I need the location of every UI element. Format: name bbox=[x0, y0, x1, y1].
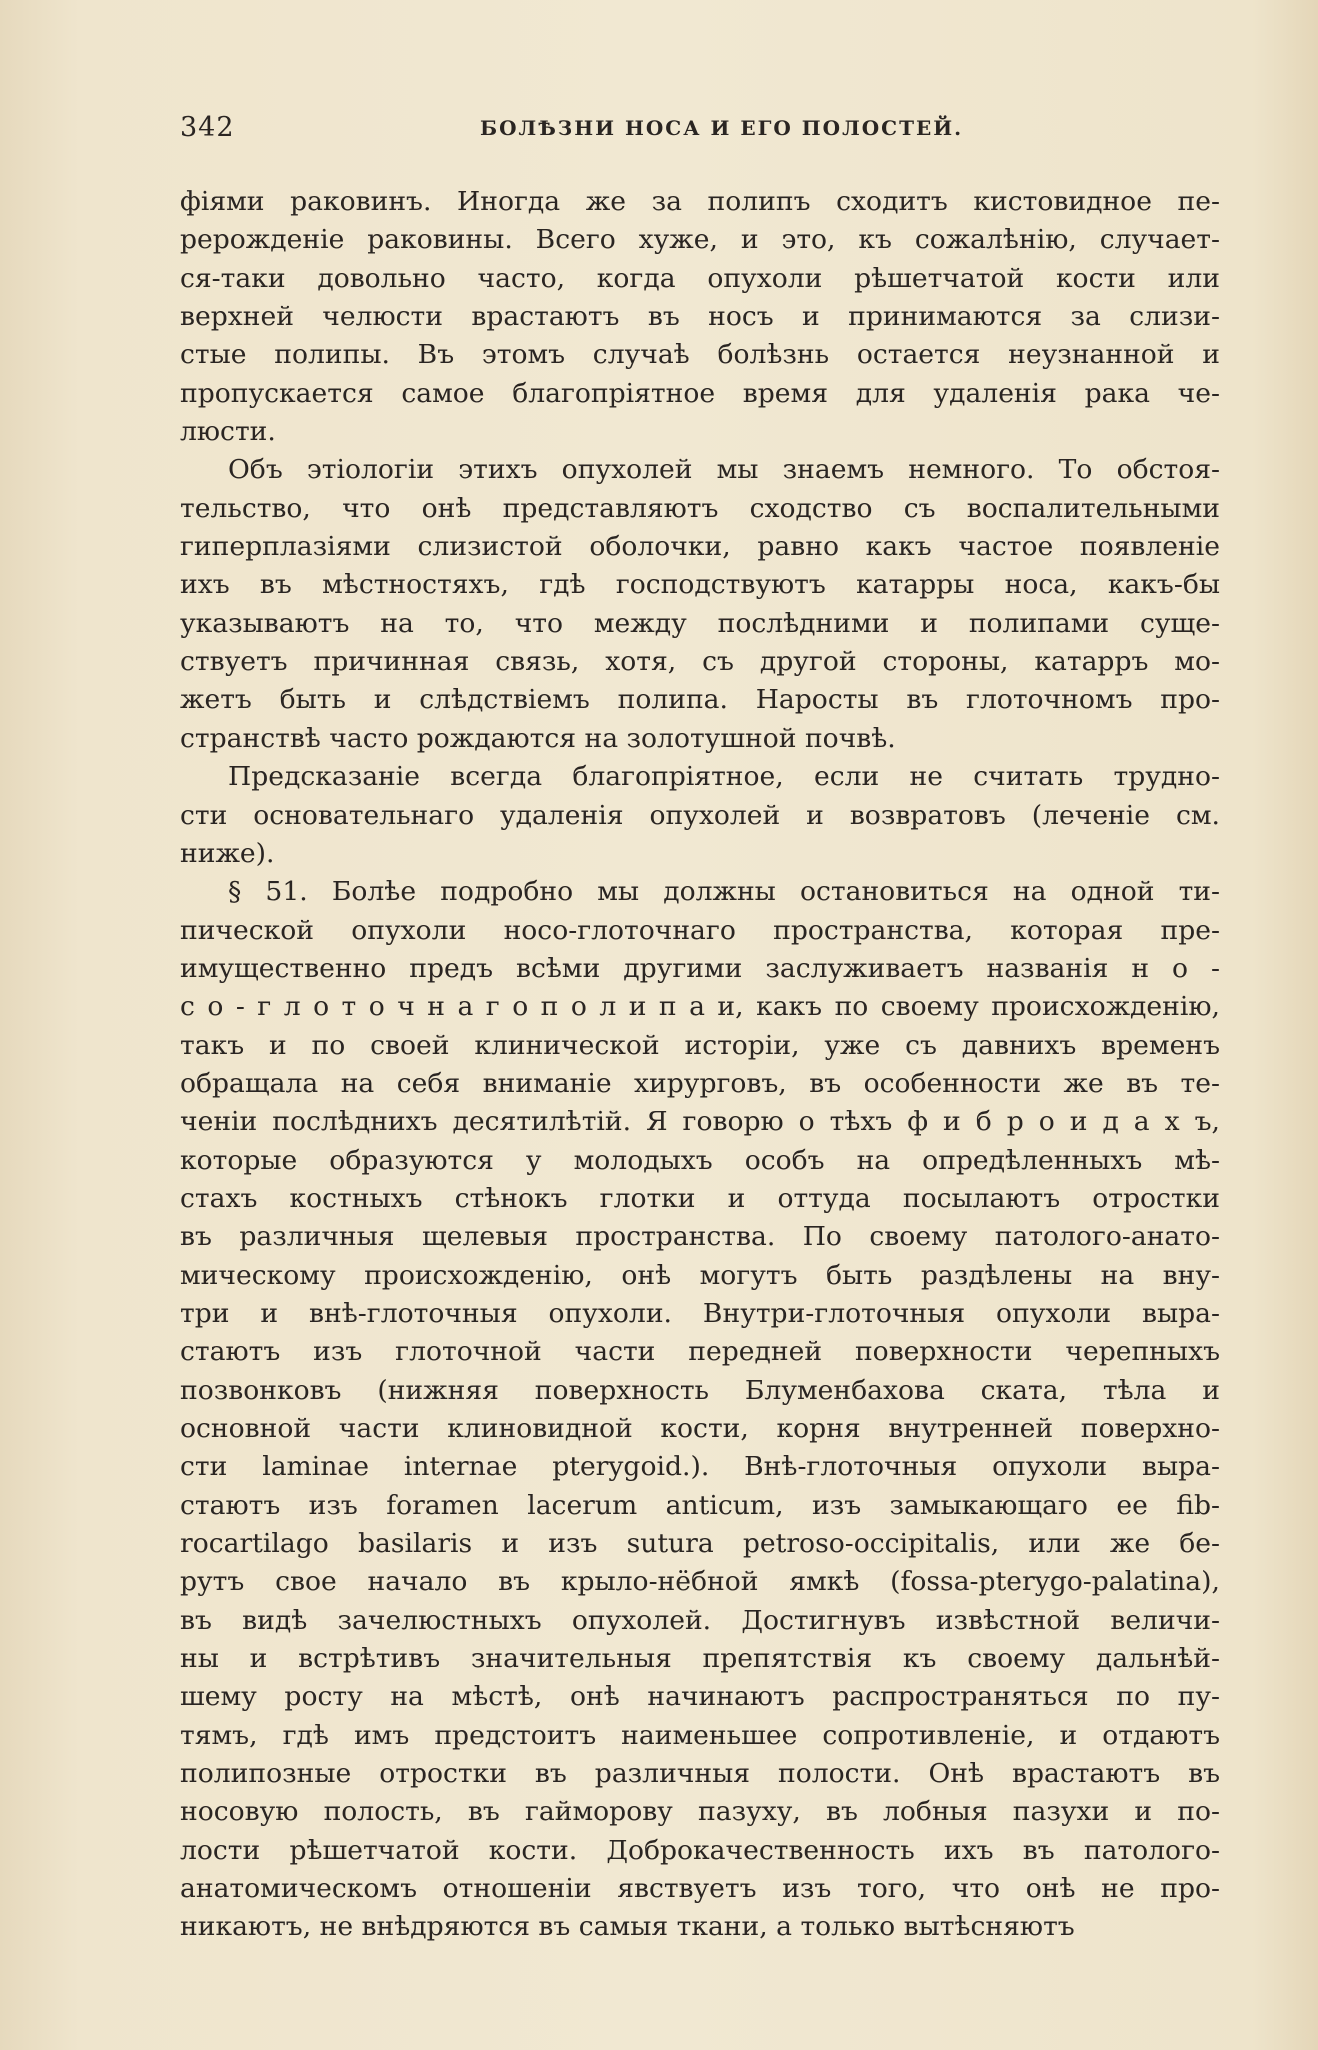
text-line: ченіи послѣднихъ десятилѣтій. Я говорю о тѣхъ ф и б р о и д а х ъ, bbox=[180, 1106, 1220, 1138]
text-line: въ видѣ зачелюстныхъ опухолей. Достигнувъ извѣстной величи- bbox=[180, 1604, 1220, 1636]
text-line: Предсказаніе всегда благопріятное, если не считать трудно- bbox=[228, 761, 1220, 793]
text-line: полипозные отростки въ различныя полости. Онѣ врастаютъ въ bbox=[180, 1758, 1220, 1790]
text-line: ихъ въ мѣстностяхъ, гдѣ господствуютъ катарры носа, какъ-бы bbox=[180, 569, 1220, 601]
text-line: основной части клиновидной кости, корня внутренней поверхно- bbox=[180, 1413, 1220, 1444]
running-head bbox=[180, 112, 1220, 148]
text-line: странствѣ часто рождаются на золотушной почвѣ. bbox=[180, 722, 896, 754]
text-line: рутъ свое начало въ крыло-нёбной ямкѣ (fossa-pterygo-palatina), bbox=[180, 1566, 1220, 1598]
text-line: пропускается самое благопріятное время для удаленія рака че- bbox=[180, 377, 1220, 409]
paragraph bbox=[180, 758, 1220, 873]
text-line: стаютъ изъ глоточной части передней поверхности черепныхъ bbox=[180, 1336, 1220, 1368]
text-line: имущественно предъ всѣми другими заслуживаетъ названія н о - bbox=[180, 952, 1220, 984]
text-line: фіями раковинъ. Иногда же за полипъ сходитъ кистовидное пе- bbox=[180, 186, 1220, 217]
text-line: мическому происхожденію, онѣ могутъ быть раздѣлены на вну- bbox=[180, 1259, 1220, 1291]
text-line: ны и встрѣтивъ значительныя препятствія къ своему дальнѣй- bbox=[180, 1643, 1220, 1675]
text-line: тямъ, гдѣ имъ предстоитъ наименьшее сопротивленіе, и отдаютъ bbox=[180, 1719, 1220, 1751]
text-line: лости рѣшетчатой кости. Доброкачественность ихъ въ патолого- bbox=[180, 1834, 1220, 1866]
text-line: жетъ быть и слѣдствіемъ полипа. Наросты въ глоточномъ про- bbox=[180, 684, 1220, 716]
text-line: ниже). bbox=[180, 837, 275, 869]
text-line: никаютъ, не внѣдряются въ самыя ткани, а только вытѣсняютъ bbox=[180, 1911, 1075, 1943]
text-line: такъ и по своей клинической исторіи, уже съ давнихъ временъ bbox=[180, 1029, 1220, 1061]
text-line: рерожденіе раковины. Всего хуже, и это, къ сожалѣнію, случает- bbox=[180, 224, 1220, 256]
paragraph bbox=[180, 183, 1220, 451]
text-line: люсти. bbox=[180, 416, 276, 448]
text-line: ся-таки довольно часто, когда опухоли рѣшетчатой кости или bbox=[180, 262, 1220, 294]
text-line: анатомическомъ отношеніи явствуетъ изъ того, что онѣ не про- bbox=[180, 1873, 1220, 1905]
text-line: стаютъ изъ foramen lacerum anticum, изъ замыкающаго ее fib- bbox=[180, 1489, 1220, 1521]
text-line: носовую полость, въ гайморову пазуху, въ лобныя пазухи и по- bbox=[180, 1796, 1220, 1828]
text-line: стые полипы. Въ этомъ случаѣ болѣзнь остается неузнанной и bbox=[180, 339, 1220, 371]
text-line: шему росту на мѣстѣ, онѣ начинаютъ распространяться по пу- bbox=[180, 1681, 1220, 1713]
text-line: стахъ костныхъ стѣнокъ глотки и оттуда посылаютъ отростки bbox=[180, 1182, 1220, 1214]
text-line: Объ этіологіи этихъ опухолей мы знаемъ немного. То обстоя- bbox=[228, 454, 1220, 486]
paragraph bbox=[180, 873, 1220, 1947]
text-line: rocartilago basilaris и изъ sutura petroso-occipitalis, или же бе- bbox=[180, 1528, 1220, 1560]
text-line: ствуетъ причинная связь, хотя, съ другой стороны, катарръ мо- bbox=[180, 646, 1220, 678]
text-line: три и внѣ-глоточныя опухоли. Внутри-глоточныя опухоли выра- bbox=[180, 1297, 1220, 1329]
text-line: с о - г л о т о ч н а г о п о л и п а и, какъ по своему происхожденію, bbox=[180, 991, 1220, 1023]
text-line: § 51. Болѣе подробно мы должны остановиться на одной ти- bbox=[228, 876, 1220, 908]
text-line: сти основательнаго удаленія опухолей и возвратовъ (леченіе см. bbox=[180, 799, 1220, 831]
text-line: обращала на себя вниманіе хирурговъ, въ особенности же въ те- bbox=[180, 1067, 1220, 1099]
text-line: верхней челюсти врастаютъ въ носъ и принимаются за слизи- bbox=[180, 301, 1220, 333]
text-line: позвонковъ (нижняя поверхность Блуменбахова ската, тѣла и bbox=[180, 1374, 1220, 1406]
text-line: указываютъ на то, что между послѣдними и полипами суще- bbox=[180, 607, 1220, 639]
running-title: БОЛѢЗНИ НОСА И ЕГО ПОЛОСТЕЙ. bbox=[480, 116, 964, 140]
text-line: въ различныя щелевыя пространства. По своему патолого-анато- bbox=[180, 1221, 1220, 1253]
text-line: тельство, что онѣ представляютъ сходство съ воспалительными bbox=[180, 492, 1220, 524]
text-line: которые образуются у молодыхъ особъ на опредѣленныхъ мѣ- bbox=[180, 1144, 1220, 1176]
text-line: гиперплазіями слизистой оболочки, равно какъ частое появленіе bbox=[180, 531, 1220, 563]
text-line: сти laminae internae pterygoid.). Внѣ-глоточныя опухоли выра- bbox=[180, 1451, 1220, 1483]
body-text bbox=[180, 183, 1220, 1947]
text-line: пической опухоли носо-глоточнаго пространства, которая пре- bbox=[180, 914, 1220, 946]
page-number: 342 bbox=[180, 112, 235, 143]
paragraph bbox=[180, 451, 1220, 758]
